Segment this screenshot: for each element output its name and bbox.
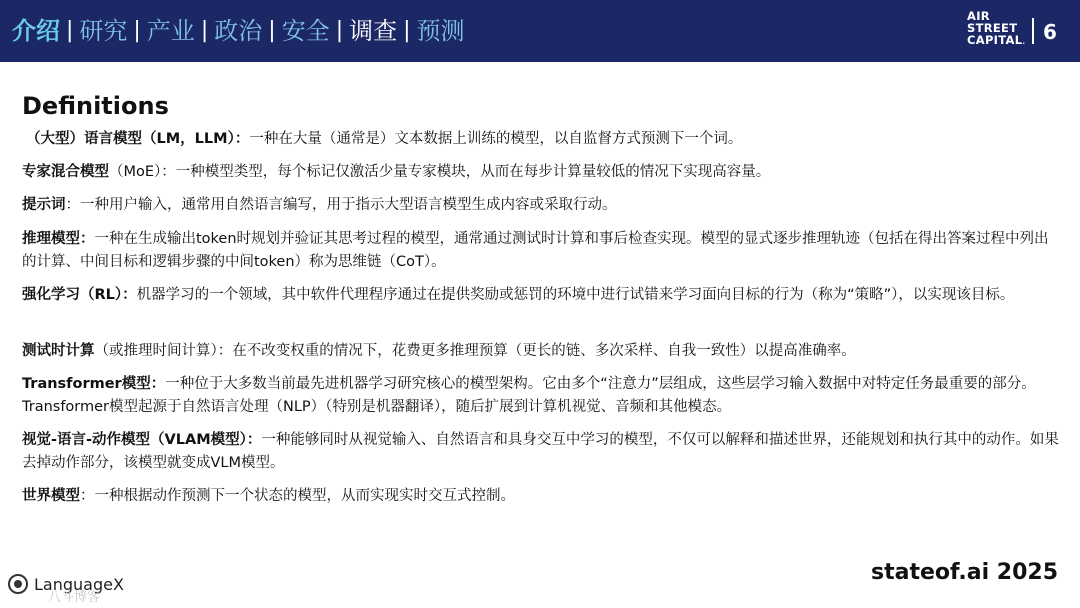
definition-text: 一种在生成输出token时规划并验证其思考过程的模型，通常通过测试时计算和事后检查实现。模型的显式逐步推理轨迹（包括在得出答案过程中列出的计算、中间目标和逻辑步骤的中间token）称为思维链（CoT）。 xyxy=(22,231,1049,270)
definition-moe xyxy=(22,161,1062,184)
logo-line-2: STREET xyxy=(967,21,1018,35)
header-bar xyxy=(0,0,1080,62)
nav-separator: | xyxy=(66,18,74,43)
definition-transformer xyxy=(22,373,1062,419)
definition-world-model xyxy=(22,485,1062,508)
nav-tab-survey[interactable]: 调查 xyxy=(349,17,398,45)
nav-tab-industry[interactable]: 产业 xyxy=(146,17,195,45)
definition-text: ：一种用户输入，通常用自然语言编写，用于指示大型语言模型生成内容或采取行动。 xyxy=(65,197,617,213)
definition-term: 世界模型 xyxy=(22,488,80,504)
nav-separator: | xyxy=(403,18,411,43)
nav-separator: | xyxy=(133,18,141,43)
watermark-subtext: 八斗博客 xyxy=(48,590,101,605)
nav-tab-intro[interactable]: 介绍 xyxy=(12,17,60,45)
definition-test-time-compute xyxy=(22,340,1062,363)
definition-text: ：一种根据动作预测下一个状态的模型，从而实现实时交互式控制。 xyxy=(80,488,515,504)
watermark-text: LanguageX xyxy=(34,574,124,594)
definition-reinforcement-learning xyxy=(22,284,1062,307)
definition-term: 测试时计算 xyxy=(22,343,95,359)
definition-term: 专家混合模型 xyxy=(22,164,109,180)
definition-term: 视觉-语言-动作模型（VLAM模型）： xyxy=(22,432,262,448)
page-title: Definitions xyxy=(22,92,169,120)
nav-separator: | xyxy=(335,18,344,43)
definition-text: （MoE）：一种模型类型，每个标记仅激活少量专家模块，从而在每步计算量较低的情况下实现高容量。 xyxy=(109,164,771,180)
languagex-logo-icon xyxy=(8,574,28,594)
definition-reasoning-model xyxy=(22,228,1062,274)
definition-vlam xyxy=(22,429,1062,475)
section-nav xyxy=(12,14,465,48)
definition-prompt xyxy=(22,194,1062,217)
nav-tab-predictions[interactable]: 预测 xyxy=(416,17,465,45)
footer-brand[interactable]: stateof.ai 2025 xyxy=(870,560,1058,585)
page-number-divider xyxy=(1032,18,1034,44)
nav-tab-safety[interactable]: 安全 xyxy=(281,17,330,45)
definition-text: 一种位于大多数当前最先进机器学习研究核心的模型架构。它由多个“注意力”层组成，这些层学习输入数据中对特定任务最重要的部分。Transformer模型起源于自然语言处理（NLP）（特别是机器翻译），随后扩展到计算机视觉、音频和其他模态。 xyxy=(22,376,1036,415)
definition-term: 推理模型： xyxy=(22,231,95,247)
definition-llm xyxy=(26,128,1066,151)
nav-separator: | xyxy=(200,18,209,43)
logo-line-1: AIR xyxy=(967,9,990,23)
definition-term: 提示词 xyxy=(22,197,66,213)
nav-tab-politics[interactable]: 政治 xyxy=(214,17,263,45)
definition-text: （或推理时间计算）：在不改变权重的情况下，花费更多推理预算（更长的链、多次采样、自我一致性）以提高准确率。 xyxy=(94,343,856,359)
page-number: 6 xyxy=(1043,20,1057,44)
nav-separator: | xyxy=(268,18,276,43)
definition-text: 机器学习的一个领域，其中软件代理程序通过在提供奖励或惩罚的环境中进行试错来学习面向目标的行为（称为“策略”），以实现该目标。 xyxy=(136,287,1015,303)
definition-term: Transformer模型： xyxy=(22,376,166,392)
definition-text: 一种能够同时从视觉输入、自然语言和具身交互中学习的模型，不仅可以解释和描述世界，还能规划和执行其中的动作。如果去掉动作部分，该模型就变成VLM模型。 xyxy=(22,432,1059,471)
logo-line-3: CAPITAL. xyxy=(967,33,1026,47)
air-street-capital-logo xyxy=(967,10,1027,48)
definition-text: 一种在大量（通常是）文本数据上训练的模型，以自监督方式预测下一个词。 xyxy=(249,131,743,147)
nav-tab-research[interactable]: 研究 xyxy=(79,17,128,45)
definition-term: 强化学习（RL）： xyxy=(22,287,137,303)
definition-term: （大型）语言模型（LM，LLM）： xyxy=(26,131,250,147)
